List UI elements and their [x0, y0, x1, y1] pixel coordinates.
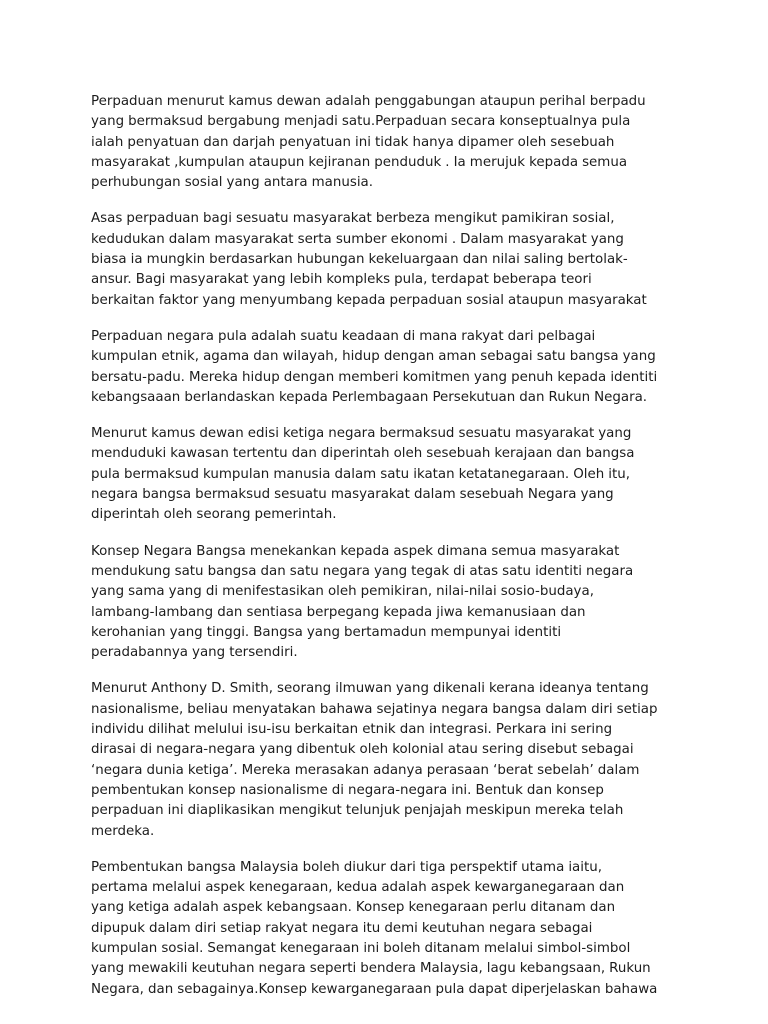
- paragraph-perpaduan-negara: Perpaduan negara pula adalah suatu keadaan di mana rakyat dari pelbagai kumpulan etnik, agama dan wilayah, hidup dengan aman sebagai satu bangsa yang bersatu-padu. Mereka hidup dengan memberi komitmen yang penuh kepada identiti kebangsaaan berlandaskan kepada Perlembagaan Persekutuan dan Rukun Negara.: [91, 328, 658, 405]
- document-body: [91, 92, 691, 1016]
- paragraph-anthony-smith: Menurut Anthony D. Smith, seorang ilmuwan yang dikenali kerana ideanya tentang nasionalisme, beliau menyatakan bahawa sejatinya negara bangsa dalam diri setiap individu dilihat melului isu-isu berkaitan etnik dan integrasi. Perkara ini sering dirasai di negara-negara yang dibentuk oleh kolonial atau sering disebut sebagai ‘negara dunia ketiga’. Mereka merasakan adanya perasaan ‘berat sebelah’ dalam pembentukan konsep nasionalisme di negara-negara ini. Bentuk dan konsep perpaduan ini diaplikasikan mengikut telunjuk penjajah meskipun mereka telah merdeka.: [91, 681, 658, 839]
- paragraph-negara-bangsa-definition: Menurut kamus dewan edisi ketiga negara bermaksud sesuatu masyarakat yang menduduki kawasan tertentu dan diperintah oleh sesebuah kerajaan dan bangsa pula bermaksud kumpulan manusia dalam satu ikatan ketatanegaraan. Oleh itu, negara bangsa bermaksud sesuatu masyarakat dalam sesebuah Negara yang diperintah oleh seorang pemerintah.: [91, 426, 635, 523]
- paragraph-konsep-negara-bangsa: Konsep Negara Bangsa menekankan kepada aspek dimana semua masyarakat mendukung satu bangsa dan satu negara yang tegak di atas satu identiti negara yang sama yang di menifestasikan oleh pemikiran, nilai-nilai sosio-budaya, lambang-lambang dan sentiasa berpegang kepada jiwa kemanusiaan dan kerohanian yang tinggi. Bangsa yang bertamadun mempunyai identiti peradabannya yang tersendiri.: [91, 543, 634, 661]
- paragraph-asas-perpaduan: Asas perpaduan bagi sesuatu masyarakat berbeza mengikut pamikiran sosial, kedudukan dalam masyarakat serta sumber ekonomi . Dalam masyarakat yang biasa ia mungkin berdasarkan hubungan kekeluargaan dan nilai saling bertolak- ansur. Bagi masyarakat yang lebih kompleks pula, terdapat beberapa teori berkaitan faktor yang menyumbang kepada perpaduan sosial ataupun masyarakat: [91, 211, 647, 308]
- paragraph-pembentukan-bangsa-malaysia: Pembentukan bangsa Malaysia boleh diukur dari tiga perspektif utama iaitu, pertama melalui aspek kenegaraan, kedua adalah aspek kewarganegaraan dan yang ketiga adalah aspek kebangsaan. Konsep kenegaraan perlu ditanam dan dipupuk dalam diri setiap rakyat negara itu demi keutuhan negara sebagai kumpulan sosial. Semangat kenegaraan ini boleh ditanam melalui simbol-simbol yang mewakili keutuhan negara seperti bendera Malaysia, lagu kebangsaan, Rukun Negara, dan sebagainya.Konsep kewarganegaraan pula dapat diperjelaskan bahawa: [91, 859, 658, 997]
- paragraph-perpaduan-definition: Perpaduan menurut kamus dewan adalah penggabungan ataupun perihal berpadu yang bermaksud bergabung menjadi satu.Perpaduan secara konseptualnya pula ialah penyatuan dan darjah penyatuan ini tidak hanya dipamer oleh sesebuah masyarakat ,kumpulan ataupun kejiranan penduduk . Ia merujuk kepada semua perhubungan sosial yang antara manusia.: [91, 94, 646, 191]
